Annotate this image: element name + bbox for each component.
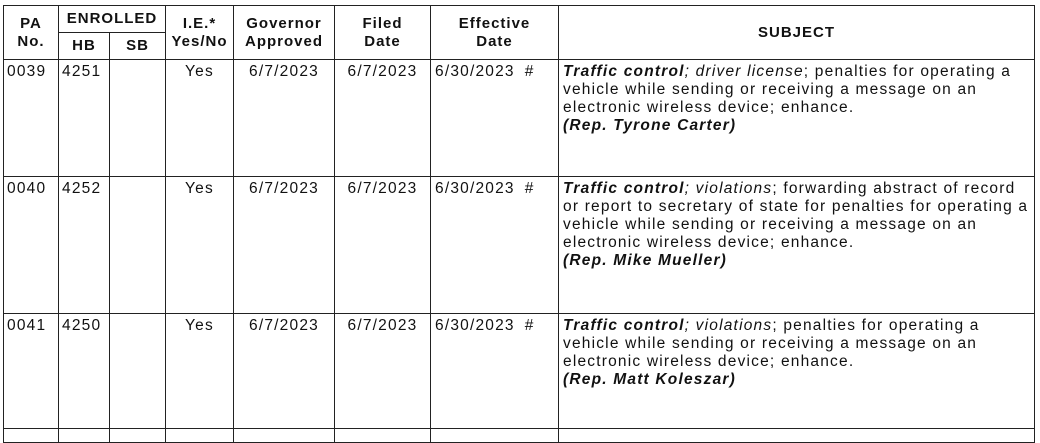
empty-cell [431, 429, 559, 443]
pa-number-cell: 0040 [4, 177, 59, 314]
table-row [4, 60, 1035, 177]
effective-mark: # [524, 63, 535, 80]
header-governor-approved [234, 6, 335, 60]
header-ie-sub-label: Yes/No [171, 32, 228, 50]
effective-date-cell [431, 177, 559, 314]
header-filed-label: Filed [362, 14, 403, 32]
header-sb: SB [110, 33, 166, 60]
header-pa-label: PA [20, 14, 42, 32]
sb-cell [110, 314, 166, 429]
sb-cell [110, 60, 166, 177]
sponsor-name: (Rep. Tyrone Carter) [563, 117, 737, 134]
header-pa-no-label: No. [17, 32, 45, 50]
effective-mark: # [524, 180, 535, 197]
effective-date: 6/30/2023 [435, 63, 515, 80]
subject-cell [559, 314, 1035, 429]
effective-date: 6/30/2023 [435, 180, 515, 197]
header-effective-date [431, 6, 559, 60]
header-ie [166, 6, 234, 60]
hb-cell: 4251 [59, 60, 110, 177]
subject-subtopic: violations [690, 180, 773, 197]
table-row [4, 314, 1035, 429]
subject-description: ; penalties for operating a vehicle while sending or receiving a message on an electronic wireless device; enhance. [563, 317, 980, 370]
header-pa-no [4, 6, 59, 60]
header-eff-sub-label: Date [476, 32, 513, 50]
subject-cell [559, 177, 1035, 314]
subject-separator: ; [684, 180, 691, 197]
table-row-partial [4, 429, 1035, 443]
ie-cell: Yes [166, 60, 234, 177]
governor-approved-cell: 6/7/2023 [234, 60, 335, 177]
hb-cell: 4250 [59, 314, 110, 429]
subject-topic: Traffic control [563, 317, 685, 334]
governor-approved-cell: 6/7/2023 [234, 314, 335, 429]
header-gov-sub-label: Approved [244, 32, 323, 50]
empty-cell [166, 429, 234, 443]
subject-cell [559, 60, 1035, 177]
effective-mark: # [524, 317, 535, 334]
subject-separator: ; [684, 63, 691, 80]
subject-description: ; forwarding abstract of record or report to secretary of state for penalties for operating a vehicle while sending or receiving a message on an electronic wireless device; enhance. [563, 180, 1029, 251]
empty-cell [335, 429, 431, 443]
empty-cell [559, 429, 1035, 443]
header-filed-date [335, 6, 431, 60]
empty-cell [234, 429, 335, 443]
effective-date-cell [431, 60, 559, 177]
header-filed-sub-label: Date [364, 32, 401, 50]
effective-date-cell [431, 314, 559, 429]
subject-subtopic: driver license [690, 63, 804, 80]
effective-date: 6/30/2023 [435, 317, 515, 334]
empty-cell [110, 429, 166, 443]
public-acts-table [3, 5, 1035, 443]
subject-description: ; penalties for operating a vehicle while sending or receiving a message on an electronic wireless device; enhance. [563, 63, 1012, 116]
table-row [4, 177, 1035, 314]
header-subject: SUBJECT [559, 6, 1035, 60]
header-eff-label: Effective [458, 14, 531, 32]
pa-number-cell: 0041 [4, 314, 59, 429]
ie-cell: Yes [166, 177, 234, 314]
sb-cell [110, 177, 166, 314]
filed-date-cell: 6/7/2023 [335, 314, 431, 429]
filed-date-cell: 6/7/2023 [335, 177, 431, 314]
header-enrolled: ENROLLED [59, 6, 166, 33]
subject-separator: ; [684, 317, 691, 334]
sponsor-name: (Rep. Mike Mueller) [563, 252, 728, 269]
sponsor-name: (Rep. Matt Koleszar) [563, 371, 736, 388]
empty-cell [59, 429, 110, 443]
ie-cell: Yes [166, 314, 234, 429]
subject-subtopic: violations [690, 317, 773, 334]
filed-date-cell: 6/7/2023 [335, 60, 431, 177]
pa-number-cell: 0039 [4, 60, 59, 177]
governor-approved-cell: 6/7/2023 [234, 177, 335, 314]
subject-topic: Traffic control [563, 180, 685, 197]
header-hb: HB [59, 33, 110, 60]
header-gov-label: Governor [246, 14, 322, 32]
subject-topic: Traffic control [563, 63, 685, 80]
header-ie-label: I.E.* [182, 14, 217, 32]
hb-cell: 4252 [59, 177, 110, 314]
empty-cell [4, 429, 59, 443]
